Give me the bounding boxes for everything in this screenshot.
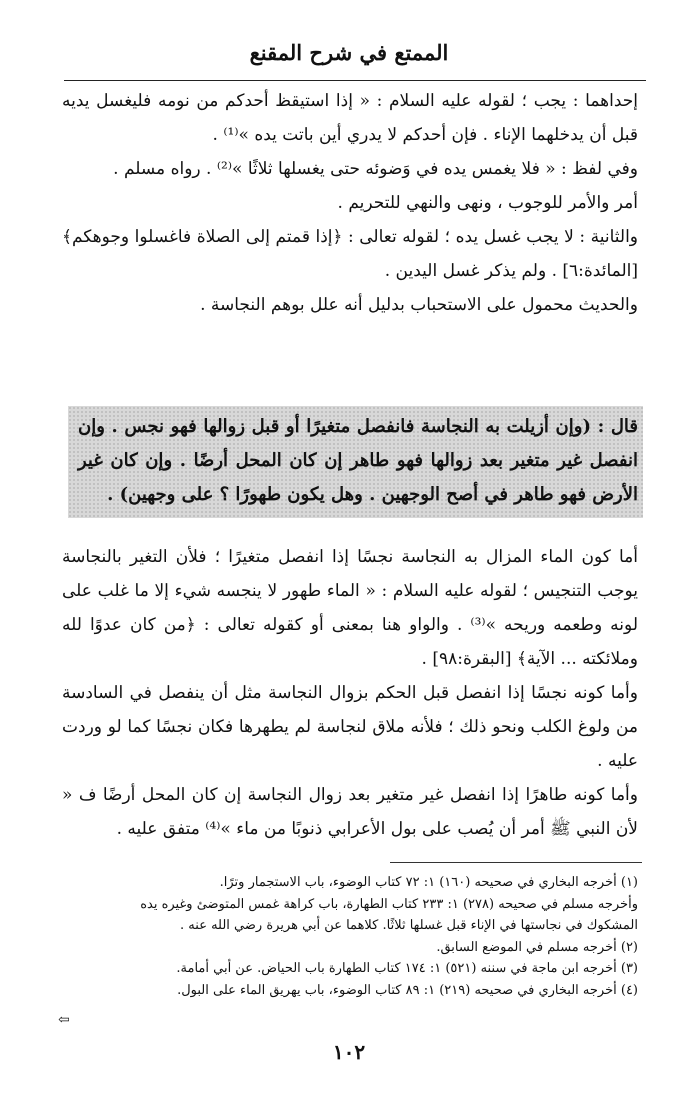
footnote-line: المشكوك في نجاستها في الإناء قبل غسلها ثلاثًا. كلاهما عن أبي هريرة رضي الله عنه . [180, 918, 638, 933]
footnote-line: (٢) أخرجه مسلم في الموضع السابق. [436, 939, 638, 955]
paragraph: إحداهما : يجب ؛ لقوله عليه السلام : « إذا استيقظ أحدكم من نومه فليغسل يديه قبل أن يدخلهما الإناء . فإن أحدكم لا يدري أين باتت يده »⁽¹⁾ . [62, 91, 638, 145]
page-number: ١٠٢ [332, 1040, 366, 1064]
quoted-matn-text: قال : (وإن أزيلت به النجاسة فانفصل متغيرًا أو قبل زوالها فهو نجس . وإن انفصل غير متغير بعد زوالها فهو طاهر إن كان المحل أرضًا . وإن كان غير الأرض فهو طاهر في أصح الوجهين . وهل يكون طهورًا ؟ على وجهين) . [78, 416, 638, 505]
page-header-title: الممتع في شرح المقنع [249, 40, 449, 65]
footnotes [70, 872, 638, 1001]
paragraph: وأما كونه طاهرًا إذا انفصل غير متغير بعد زوال النجاسة إن كان المحل أرضًا ف « لأن النبي ﷺ أمر أن يُصب على بول الأعرابي ذنوبًا من ماء »⁽⁴⁾ متفق عليه . [62, 785, 638, 839]
footnote-line: (٤) أخرجه البخاري في صحيحه (٢١٩) ١: ٨٩ كتاب الوضوء، باب يهريق الماء على البول. [177, 982, 638, 998]
header-divider [64, 80, 646, 81]
main-text-top [62, 84, 638, 322]
paragraph: أما كون الماء المزال به النجاسة نجسًا إذا انفصل متغيرًا ؛ فلأن التغير بالنجاسة يوجب التنجيس ؛ لقوله عليه السلام : « الماء طهور لا ينجسه شيء إلا ما غلب على لونه وطعمه وريحه »⁽³⁾ . والواو هنا بمعنى أو كقوله تعالى : ﴿من كان عدوًا لله وملائكته ... الآية﴾ [البقرة:٩٨] . [62, 547, 638, 669]
paragraph: وفي لفظ : « فلا يغمس يده في وَضوئه حتى يغسلها ثلاثًا »⁽²⁾ . رواه مسلم . [113, 159, 638, 179]
paragraph: أمر والأمر للوجوب ، ونهى والنهي للتحريم . [337, 193, 638, 213]
paragraph: والثانية : لا يجب غسل يده ؛ لقوله تعالى : ﴿إذا قمتم إلى الصلاة فاغسلوا وجوهكم﴾ [المائدة:٦] . ولم يذكر غسل اليدين . [62, 227, 638, 281]
paragraph: والحديث محمول على الاستحباب بدليل أنه علل بوهم النجاسة . [200, 295, 638, 315]
continue-arrow-icon: ⇦ [58, 1012, 70, 1028]
main-text-middle [62, 540, 638, 846]
footnote-divider [390, 862, 642, 863]
footnote-line: وأخرجه مسلم في صحيحه (٢٧٨) ١: ٢٣٣ كتاب الطهارة، باب كراهة غمس المتوضئ وغيره يده [140, 896, 638, 912]
footnote-line: (١) أخرجه البخاري في صحيحه (١٦٠) ١: ٧٢ كتاب الوضوء، باب الاستجمار وترًا. [219, 875, 638, 890]
paragraph: وأما كونه نجسًا إذا انفصل قبل الحكم بزوال النجاسة مثل أن ينفصل في السادسة من ولوغ الكلب ونحو ذلك ؛ فلأنه ملاق لنجاسة لم يطهرها فكان نجسًا كما لو وردت عليه . [62, 683, 638, 771]
footnote-line: (٣) أخرجه ابن ماجة في سننه (٥٢١) ١: ١٧٤ كتاب الطهارة باب الحياض. عن أبي أمامة. [176, 961, 638, 976]
